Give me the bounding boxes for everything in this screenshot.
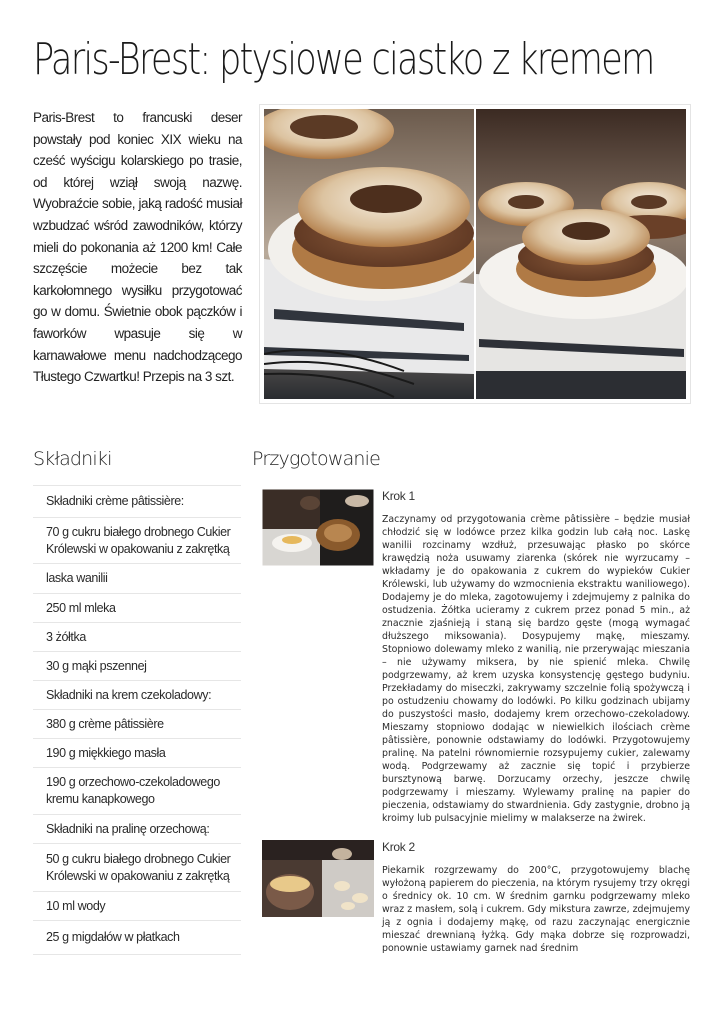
ingredient-item: 250 ml mleka [33,594,241,623]
preparation-step-2 [262,840,690,960]
page-title: Paris-Brest: ptysiowe ciastko z kremem [33,34,654,85]
step-2-label: Krok 2 [382,840,415,854]
ingredient-section-header: Składniki na pralinę orzechową: [33,815,241,844]
step-1-label: Krok 1 [382,489,415,503]
ingredient-item: 70 g cukru białego drobnego Cukier Królewski w opakowaniu z zakrętką [33,518,241,564]
ingredient-item: 190 g orzechowo-czekoladowego kremu kanapkowego [33,768,241,815]
ingredient-item: 380 g crème pâtissière [33,710,241,739]
hero-photo-frame [259,104,691,404]
ingredient-section-header: Składniki na krem czekoladowy: [33,681,241,710]
ingredient-item: 3 żółtka [33,623,241,652]
ingredient-item: laska wanilii [33,564,241,594]
step-2-photo [262,840,374,917]
ingredient-item: 30 g mąki pszennej [33,652,241,681]
ingredients-list [33,485,241,955]
ingredients-heading: Składniki [33,448,112,470]
step-2-text: Piekarnik rozgrzewamy do 200°C, przygotowujemy blachę wyłożoną papierem do pieczenia, na którym rysujemy trzy okręgi o średnicy ok. 10 cm. W średnim garnku podgrzewamy mleko wraz z masłem, solą i cukrem. Gdy mikstura zawrze, zdejmujemy ją z ognia i dodajemy mąkę, od razu zaczynając energicznie mieszać drewnianą łyżką. Gdy mąka dobrze się rozprowadzi, ponownie ustawiamy garnek nad średnim [382,865,690,954]
preparation-heading: Przygotowanie [252,448,381,470]
hero-photo [264,109,686,399]
step-1-photo [262,489,374,566]
ingredient-item: 10 ml wody [33,892,241,921]
ingredient-item: 25 g migdałów w płatkach [33,921,241,955]
ingredient-item: 50 g cukru białego drobnego Cukier Królewski w opakowaniu z zakrętką [33,844,241,892]
ingredient-item: 190 g miękkiego masła [33,739,241,768]
preparation-step-1 [262,489,690,829]
step-1-text: Zaczynamy od przygotowania crème pâtissière – będzie musiał chłodzić się w lodówce przez kilka godzin lub całą noc. Laskę wanilii rozcinamy wzdłuż, przesuwając płasko po skórce krawędzią noża usuwamy ziarenka (skórek nie wyrzucamy – wkładamy je do opakowania z cukrem do wypieków Cukier Królewski, lub używamy do wzmocnienia ekstraktu waniliowego). Dodajemy je do mleka, zagotowujemy i zdejmujemy z palnika do ostudzenia. Żółtka ucieramy z cukrem przez ponad 5 min., aż znacznie zjaśnieją i staną się bardzo gęste (mogą wymagać dłuższego miksowania). Dosypujemy mąkę, mieszamy. Stopniowo dolewamy mleko z wanilią, nie przerywając mieszania – nie używamy miksera, by nie spienić mleka. Chwilę podgrzewamy, aż krem uzyska konsystencję gęstego budyniu. Przekładamy do miseczki, zakrywamy szczelnie folią spożywczą i po ostudzeniu chowamy do lodówki. Po kilku godzinach ubijamy do puszystości masło, dodajemy krem orzechowo-czekoladowy. Mieszamy stopniowo dodając w niewielkich ilościach crème pâtissière, ponownie odstawiamy do lodówki. Przygotowujemy pralinę. Na patelni równomiernie rozsypujemy cukier, zalewamy wodą. Podgrzewamy aż zacznie się topić i przybierze bursztynową barwę. Dorzucamy orzechy, jeszcze chwilę podgrzewamy i mieszamy. Wylewamy pralinę na papier do pieczenia, odstawiamy do stwardnienia. Gdy zastygnie, drobno ją kroimy lub pulsacyjnie mielimy w malakserze na żwirek. [382,514,690,824]
intro-paragraph: Paris-Brest to francuski deser powstały pod koniec XIX wieku na cześć wyścigu kolarskiego po trasie, od której wziął swoją nazwę. Wyobraźcie sobie, jaką radość musiał wzbudzać wśród zawodników, którzy mieli do pokonania aż 1200 km! Całe szczęście możecie bez tak karkołomnego wysiłku przygotować go w domu. Świetnie obok pączków i faworków wpasuje się w karnawałowe menu nadchodzącego Tłustego Czwartku! Przepis na 3 szt. [33,110,242,385]
ingredient-section-header: Składniki crème pâtissière: [33,486,241,518]
